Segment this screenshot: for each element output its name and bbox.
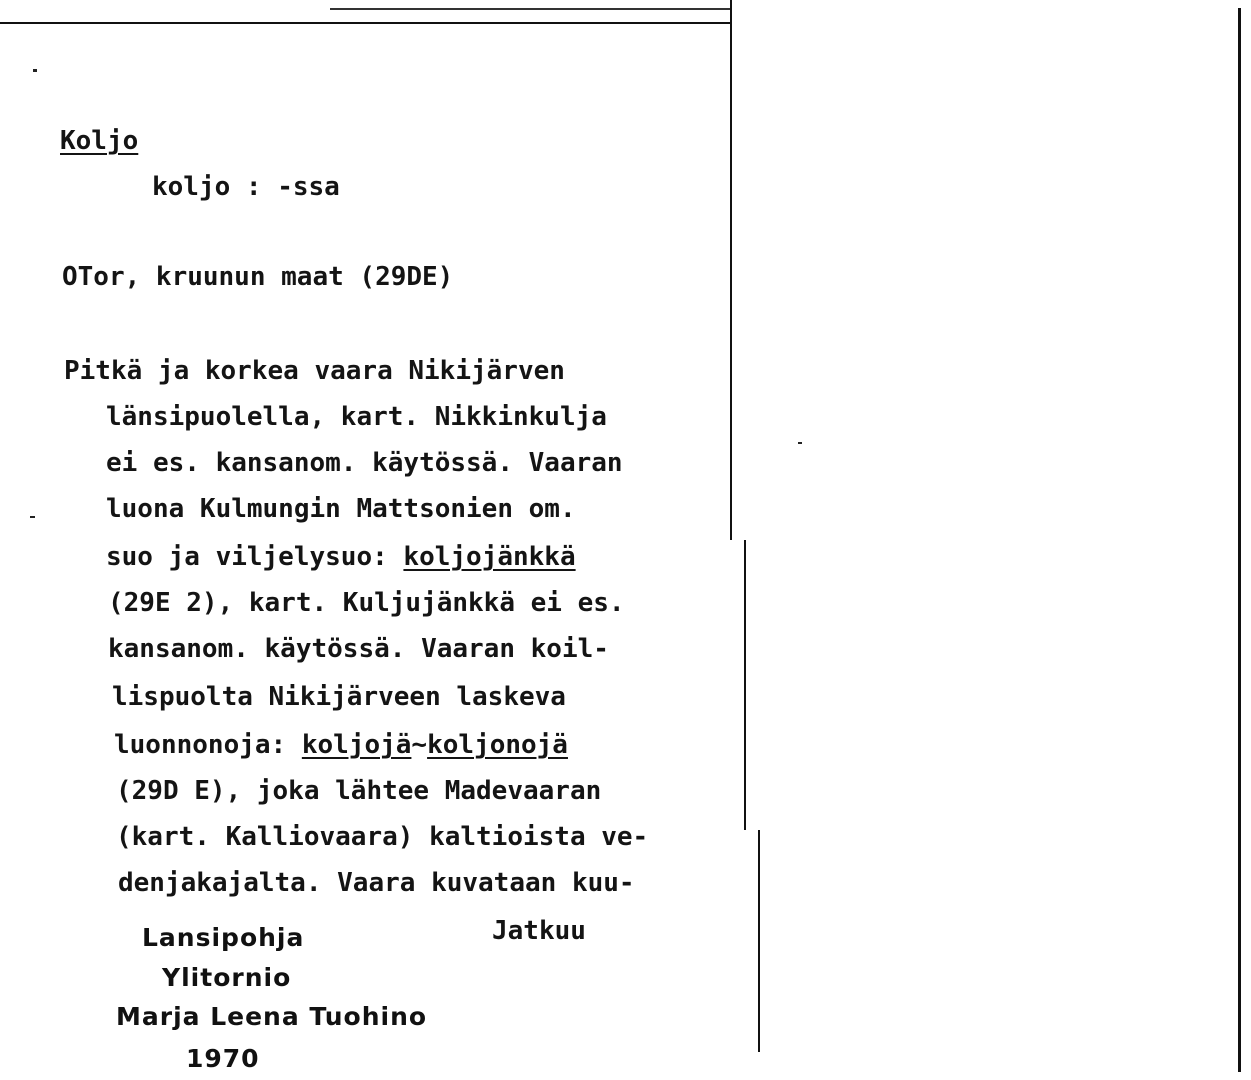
description-line: lispuolta Nikijärveen laskeva [112,682,566,712]
stamp-parish: Ylitornio [162,963,292,992]
dust-speck [33,69,37,72]
description-line: länsipuolella, kart. Nikkinkulja [106,402,607,432]
location-line: OTor, kruunun maat (29DE) [62,262,454,292]
card-top-edge-right [330,8,732,10]
description-line [114,732,568,758]
description-line: (29E 2), kart. Kuljujänkkä ei es. [108,588,625,618]
description-line: ei es. kansanom. käytössä. Vaaran [106,448,623,478]
description-line: (kart. Kalliovaara) kaltioista ve- [116,822,649,852]
description-line [106,544,576,570]
stamp-collector: Marja Leena Tuohino [116,1002,428,1031]
line-prefix: suo ja viljelysuo: [106,542,388,572]
card-right-edge [730,0,732,540]
stamp-region: Lansipohja [142,923,305,952]
description-line: denjakajalta. Vaara kuvataan kuu- [118,868,635,898]
scan-border-right [1238,8,1241,1072]
card-right-edge-bottom [758,830,760,1052]
variant-separator: ~ [411,730,428,760]
stamp-year: 1970 [186,1044,260,1073]
dust-speck [30,516,35,518]
description-line: kansanom. käytössä. Vaaran koil- [108,634,609,664]
dust-speck [798,442,802,444]
entry-title: Koljo [60,126,139,156]
place-name-term: koljojänkkä [403,542,576,572]
card-right-edge-lower [744,540,746,830]
card-top-edge [0,22,732,24]
inflection-line: koljo : -ssa [152,172,340,202]
line-prefix: luonnonoja: [114,730,287,760]
description-line: Pitkä ja korkea vaara Nikijärven [64,356,565,386]
place-name-term: koljonojä [427,730,568,760]
continues-note: Jatkuu [492,916,586,946]
place-name-term: koljojä [301,730,412,760]
description-line: luona Kulmungin Mattsonien om. [106,494,576,524]
description-line: (29D E), joka lähtee Madevaaran [116,776,602,806]
